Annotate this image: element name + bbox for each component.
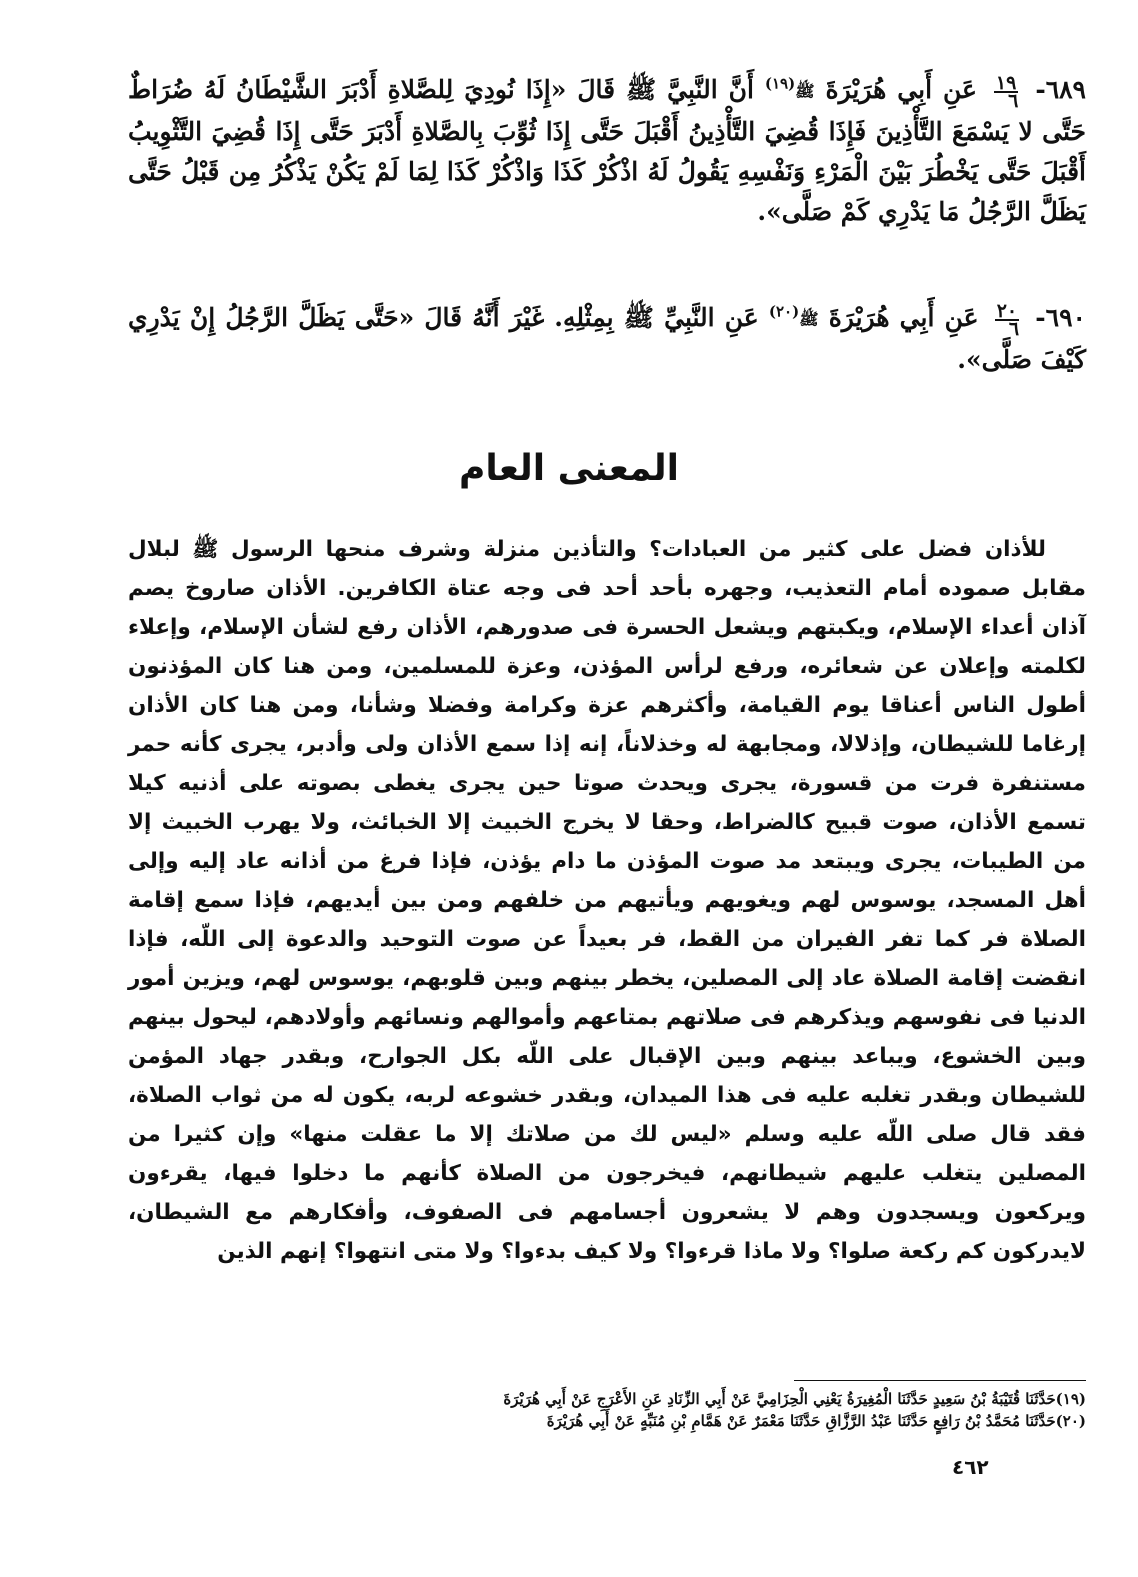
hadith-number: ٦٩٠- [1035,303,1086,332]
hadith-text: عَنِ النَّبِيِّ ﷺ بِمِثْلِهِ. غَيْرَ أَنَّهُ قَالَ «حَتَّى يَظَلَّ الرَّجُلُ إِنْ يَدْرِي كَيْفَ صَلَّى». [128,303,1086,374]
hadith-690 [128,298,1086,380]
reference-top: ٢٠ [996,299,1018,322]
body-paragraph: للأذان فضل على كثير من العبادات؟ والتأذين منزلة وشرف منحها الرسول ﷺ لبلال مقابل صموده أمام التعذيب، وجهره بأحد أحد فى وجه عتاة الكافرين. الأذان صاروخ يصم آذان أعداء الإسلام، ويكبتهم ويشعل الحسرة فى صدورهم، الأذان رفع لشأن الإسلام، وإعلاء لكلمته وإعلان عن شعائره، ورفع لرأس المؤذن، وعزة للمسلمين، ومن هنا كان المؤذنون أطول الناس أعناقا يوم القيامة، وأكثرهم عزة وكرامة وفضلا وشأنا، ومن هنا كان الأذان إرغاما للشيطان، وإذلالا، ومجابهة له وخذلاناً، إنه إذا سمع الأذان ولى وأدبر، يجرى كأنه حمر مستنفرة فرت من قسورة، يجرى ويحدث صوتا حين يجرى يغطى بصوته على أذنيه كيلا تسمع الأذان، صوت قبيح كالضراط، وحقا لا يخرج الخبيث إلا الخبائث، ولا يهرب الخبيث إلا من الطيبات، يجرى ويبتعد مد صوت المؤذن ما دام يؤذن، فإذا فرغ من أذانه عاد إليه وإلى أهل المسجد، يوسوس لهم ويغويهم ويأتيهم من خلفهم ومن بين أيديهم، فإذا سمع إقامة الصلاة فر كما تفر الفيران من القط، فر بعيداً عن صوت التوحيد والدعوة إلى اللّه، فإذا انقضت إقامة الصلاة عاد إلى المصلين، يخطر بينهم وبين قلوبهم، يوسوس لهم، ويزين أمور الدنيا فى نفوسهم ويذكرهم فى صلاتهم بمتاعهم وأموالهم ونسائهم وأولادهم، ليحول بينهم وبين الخشوع، ويباعد بينهم وبين الإقبال على اللّه بكل الجوارح، وبقدر جهاد المؤمن للشيطان وبقدر تغلبه عليه فى هذا الميدان، وبقدر خشوعه لربه، يكون له من ثواب الصلاة، فقد قال صلى اللّه عليه وسلم «ليس لك من صلاتك إلا ما عقلت منها» وإن كثيرا من المصلين يتغلب عليهم شيطانهم، فيخرجون من الصلاة كأنهم ما دخلوا فيها، يقرءون ويركعون ويسجدون وهم لا يشعرون أجسامهم فى الصفوف، وأفكارهم مع الشيطان، لايدركون كم ركعة صلوا؟ ولا ماذا قرءوا؟ ولا كيف بدءوا؟ ولا متى انتهوا؟ إنهم الذين [128,537,1086,1264]
reference-top: ١٩ [995,71,1017,94]
section-title: المعنى العام [458,448,680,489]
page-number: ٤٦٢ [952,1455,989,1479]
hadith-text: أَنَّ النَّبِيَّ ﷺ قَالَ «إِذَا نُودِيَ لِلصَّلاةِ أَدْبَرَ الشَّيْطَانُ لَهُ ضُرَاطٌ حَتَّى لا يَسْمَعَ التَّأْذِينَ فَإِذَا قُضِيَ التَّأْذِينُ أَقْبَلَ حَتَّى إِذَا ثُوِّبَ بِالصَّلاةِ أَدْبَرَ حَتَّى إِذَا قُضِيَ التَّثْوِيبُ أَقْبَلَ حَتَّى يَخْطُرَ بَيْنَ الْمَرْءِ وَنَفْسِهِ يَقُولُ لَهُ اذْكُرْ كَذَا وَاذْكُرْ كَذَا لِمَا لَمْ يَكُنْ يَذْكُرُ مِن قَبْلُ حَتَّى يَظَلَّ الرَّجُلُ مَا يَدْرِي كَمْ صَلَّى». [128,75,1086,226]
hadith-narrator: عَنِ أَبِي هُرَيْرَةَ [825,75,977,104]
footnotes [128,1388,1086,1432]
honorific-icon: ﷺ [799,309,819,329]
footnote-19: (١٩)حَدَّثَنَا قُتَيْبَةُ بْنُ سَعِيدٍ حَدَّثَنَا الْمُغِيرَةُ يَعْنِي الْحِزَامِيَّ عَنْ أَبِي الزِّنَادِ عَنِ الأَعْرَجِ عَنْ أَبِي هُرَيْرَةَ [503,1390,1086,1408]
reference-bottom: ٦ [1008,317,1020,340]
honorific-icon: ﷺ [795,81,815,101]
general-meaning-body [128,530,1086,1271]
hadith-reference [994,71,1019,112]
hadith-number: ٦٨٩- [1035,75,1086,104]
footnote-20: (٢٠)حَدَّثَنَا مُحَمَّدُ بْنُ رَافِعٍ حَدَّثَنَا عَبْدُ الرَّزَّاقِ حَدَّثَنَا مَعْمَرٌ عَنْ هَمَّامِ بْنِ مُنَبِّهٍ عَنْ أَبِي هُرَيْرَةَ [546,1412,1086,1430]
footnote-ref[interactable]: (١٩) [764,74,796,93]
footnote-ref[interactable]: (٢٠) [768,302,800,321]
footnote-divider [794,1380,1086,1381]
reference-bottom: ٦ [1008,89,1019,112]
hadith-reference [995,299,1020,340]
hadith-narrator: عَنِ أَبِي هُرَيْرَةَ [828,303,979,332]
hadith-689 [128,70,1086,232]
